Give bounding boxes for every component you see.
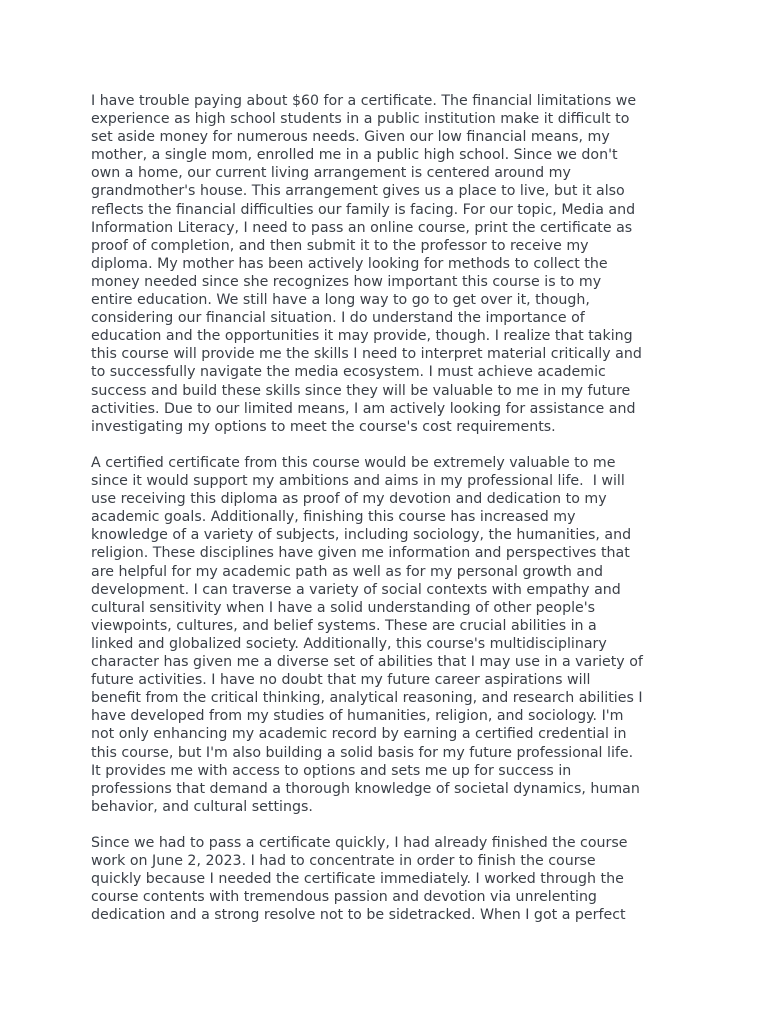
text-line: to successfully navigate the media ecosystem. I must achieve academic xyxy=(91,364,606,381)
text-line: own a home, our current living arrangement is centered around my xyxy=(91,165,571,182)
text-line: knowledge of a variety of subjects, including sociology, the humanities, and xyxy=(91,527,632,544)
text-line: quickly because I needed the certificate immediately. I worked through the xyxy=(91,871,624,888)
text-line: proof of completion, and then submit it to the professor to receive my xyxy=(91,237,589,254)
text-line: money needed since she recognizes how important this course is to my xyxy=(91,273,602,290)
text-line: viewpoints, cultures, and belief systems. These are crucial abilities in a xyxy=(91,617,597,634)
text-line: linked and globalized society. Additionally, this course's multidisciplinary xyxy=(91,635,607,652)
text-line: education and the opportunities it may provide, though. I realize that taking xyxy=(91,328,633,345)
text-line: academic goals. Additionally, finishing this course has increased my xyxy=(91,509,576,526)
paragraph-2 xyxy=(91,454,691,816)
text-line: this course will provide me the skills I need to interpret material critically and xyxy=(91,346,642,363)
text-line: Since we had to pass a certificate quickly, I had already finished the course xyxy=(91,835,628,851)
text-line: entire education. We still have a long way to go to get over it, though, xyxy=(91,292,590,309)
text-line: It provides me with access to options and sets me up for success in xyxy=(91,762,572,779)
text-line: use receiving this diploma as proof of my devotion and dedication to my xyxy=(91,491,607,508)
text-line: grandmother's house. This arrangement gives us a place to live, but it also xyxy=(91,183,625,200)
text-line: dedication and a strong resolve not to be sidetracked. When I got a perfect xyxy=(91,907,626,924)
text-line: future activities. I have no doubt that my future career aspirations will xyxy=(91,672,591,689)
text-line: course contents with tremendous passion and devotion via unrelenting xyxy=(91,889,597,906)
paragraph-1 xyxy=(91,92,691,436)
text-line: cultural sensitivity when I have a solid understanding of other people's xyxy=(91,599,596,616)
text-line: reflects the financial difficulties our family is facing. For our topic, Media and xyxy=(91,201,636,218)
text-line: I have trouble paying about $60 for a certificate. The financial limitations we xyxy=(91,93,637,109)
text-line: success and build these skills since they will be valuable to me in my future xyxy=(91,382,631,399)
text-line: not only enhancing my academic record by earning a certified credential in xyxy=(91,726,627,743)
text-line: behavior, and cultural settings. xyxy=(91,798,313,815)
text-line: activities. Due to our limited means, I am actively looking for assistance and xyxy=(91,400,636,417)
text-line: investigating my options to meet the course's cost requirements. xyxy=(91,418,556,435)
paragraph-3 xyxy=(91,834,691,924)
text-line: mother, a single mom, enrolled me in a public high school. Since we don't xyxy=(91,147,618,164)
text-line: are helpful for my academic path as well as for my personal growth and xyxy=(91,563,604,580)
text-line: development. I can traverse a variety of social contexts with empathy and xyxy=(91,581,621,598)
text-line: set aside money for numerous needs. Given our low financial means, my xyxy=(91,129,610,146)
text-line: professions that demand a thorough knowledge of societal dynamics, human xyxy=(91,780,640,797)
text-line: considering our financial situation. I do understand the importance of xyxy=(91,310,585,327)
text-line: character has given me a diverse set of abilities that I may use in a variety of xyxy=(91,654,643,671)
text-line: religion. These disciplines have given me information and perspectives that xyxy=(91,545,630,562)
text-line: have developed from my studies of humanities, religion, and sociology. I'm xyxy=(91,708,624,725)
text-line: this course, but I'm also building a solid basis for my future professional life. xyxy=(91,744,634,761)
text-line: since it would support my ambitions and aims in my professional life. I will xyxy=(91,473,625,490)
text-line: Information Literacy, I need to pass an online course, print the certificate as xyxy=(91,219,633,236)
text-line: work on June 2, 2023. I had to concentrate in order to finish the course xyxy=(91,853,596,870)
text-line: benefit from the critical thinking, analytical reasoning, and research abilities I xyxy=(91,690,643,707)
text-line: diploma. My mother has been actively looking for methods to collect the xyxy=(91,255,608,272)
text-line: experience as high school students in a public institution make it difficult to xyxy=(91,111,630,128)
text-line: A certified certificate from this course would be extremely valuable to me xyxy=(91,455,616,471)
